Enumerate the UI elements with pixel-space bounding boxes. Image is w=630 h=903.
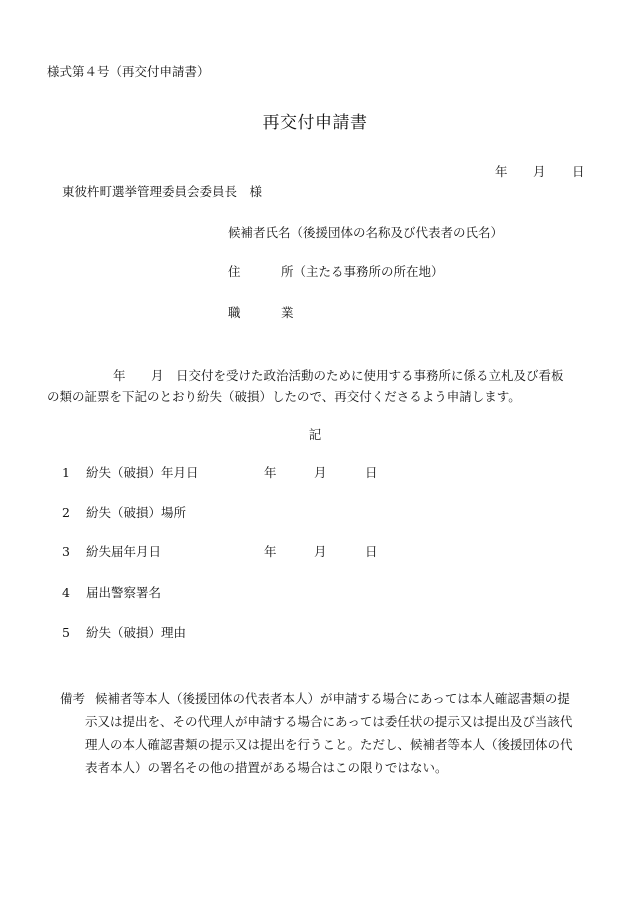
remarks-line-3 xyxy=(60,733,600,756)
remarks-block xyxy=(60,687,600,779)
item-year-unit: 年 xyxy=(264,544,277,559)
remarks-text-1: 候補者等本人（後援団体の代表者本人）が申請する場合にあっては本人確認書類の提 xyxy=(95,691,570,706)
item-month-unit: 月 xyxy=(314,544,327,559)
remarks-text-2: 示又は提出を、その代理人が申請する場合にあっては委任状の提示又は提出及び当該代 xyxy=(85,714,573,729)
intro-month-unit: 月 xyxy=(151,368,164,383)
item-year-unit: 年 xyxy=(264,465,277,480)
remarks-line-1 xyxy=(60,687,600,710)
applicant-name-label: 候補者氏名（後援団体の名称及び代表者の氏名） xyxy=(228,225,504,240)
applicant-address-label-1: 住 xyxy=(228,264,241,279)
form-number: 様式第４号（再交付申請書） xyxy=(47,64,210,79)
remarks-heading: 備考 xyxy=(60,691,86,706)
item-day-unit: 日 xyxy=(365,544,378,559)
item-number: 3 xyxy=(62,544,70,559)
item-label: 届出警察署名 xyxy=(86,585,162,600)
item-label: 紛失（破損）理由 xyxy=(86,625,187,640)
applicant-occupation-label-1: 職 xyxy=(228,305,241,320)
remarks-line-4 xyxy=(60,756,600,779)
date-day-unit: 日 xyxy=(572,164,585,179)
remarks-text-3: 理人の本人確認書類の提示又は提出を行うこと。ただし、候補者等本人（後援団体の代 xyxy=(85,737,573,752)
remarks-text-4: 表者本人）の署名その他の措置がある場合はこの限りではない。 xyxy=(85,760,448,775)
ki-heading: 記 xyxy=(308,427,322,442)
item-month-unit: 月 xyxy=(314,465,327,480)
intro-line-2: の類の証票を下記のとおり紛失（破損）したので、再交付くださるよう申請します。 xyxy=(47,389,521,404)
item-number: 4 xyxy=(62,585,70,600)
intro-line-1 xyxy=(47,365,592,386)
intro-line-1-text: 日交付を受けた政治活動のために使用する事務所に係る立札及び看板 xyxy=(176,368,564,383)
item-number: 5 xyxy=(62,625,70,640)
applicant-address-label-2: 所（主たる事務所の所在地） xyxy=(281,264,444,279)
item-number: 2 xyxy=(62,505,70,520)
item-label: 紛失（破損）場所 xyxy=(86,505,187,520)
document-title: 再交付申請書 xyxy=(262,113,368,133)
remarks-line-2 xyxy=(60,710,600,733)
addressee: 東彼杵町選挙管理委員会委員長 様 xyxy=(62,184,263,199)
date-month-unit: 月 xyxy=(533,164,546,179)
intro-year-unit: 年 xyxy=(113,368,126,383)
item-day-unit: 日 xyxy=(365,465,378,480)
applicant-occupation-label-2: 業 xyxy=(281,305,294,320)
item-label: 紛失（破損）年月日 xyxy=(86,465,199,480)
intro-paragraph xyxy=(47,365,592,407)
item-label: 紛失届年月日 xyxy=(86,544,162,559)
item-number: 1 xyxy=(62,465,70,480)
date-year-unit: 年 xyxy=(495,164,508,179)
